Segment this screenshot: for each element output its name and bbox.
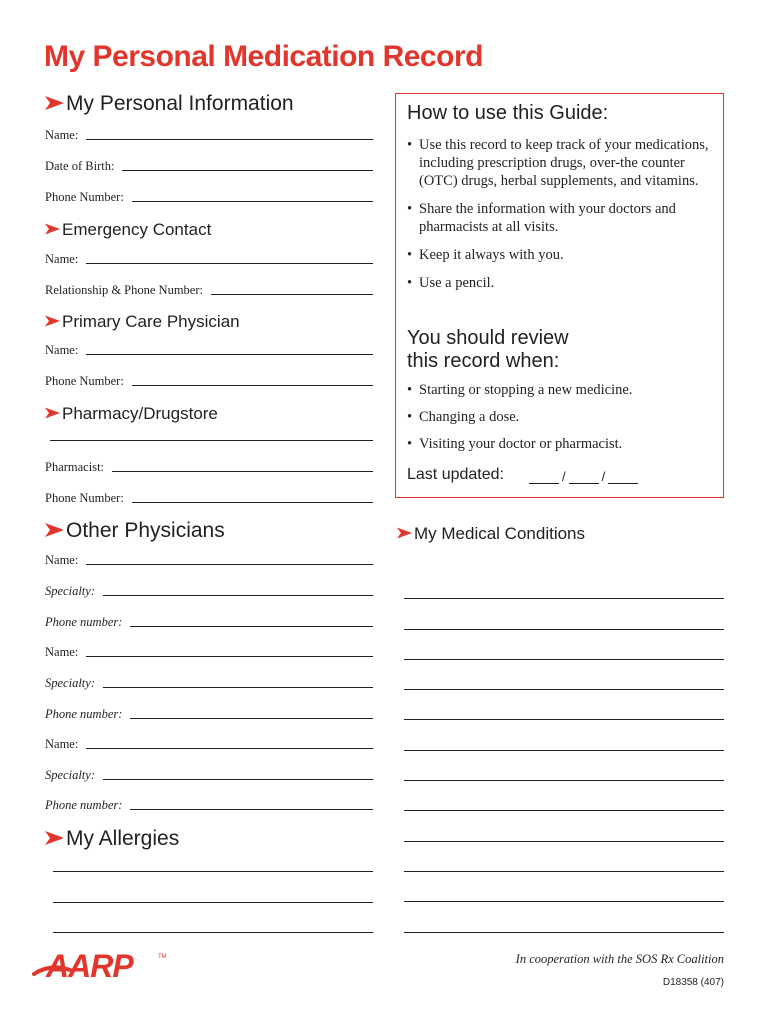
personal-name-field[interactable]: Name: (45, 126, 373, 142)
other-physician-1-phone-field[interactable]: Phone number: (45, 613, 373, 629)
personal-phone-field[interactable]: Phone Number: (45, 188, 373, 204)
date-of-birth-field[interactable]: Date of Birth: (45, 157, 373, 173)
date-day-blank[interactable] (569, 471, 599, 484)
other-physician-1-name-field[interactable]: Name: (45, 551, 373, 567)
condition-line[interactable] (404, 629, 724, 630)
arrowhead-icon (45, 92, 64, 116)
section-heading-emergency-contact: Emergency Contact (45, 220, 211, 240)
allergy-line[interactable] (53, 902, 373, 903)
arrowhead-icon (45, 220, 60, 240)
form-code: D18358 (407) (662, 977, 724, 988)
arrowhead-icon (45, 404, 60, 424)
condition-line[interactable] (404, 598, 724, 599)
svg-text:AARP: AARP (46, 948, 133, 984)
section-heading-medical-conditions: My Medical Conditions (397, 524, 585, 544)
svg-text:TM: TM (158, 954, 167, 960)
other-physician-3-specialty-field[interactable]: Specialty: (45, 766, 373, 782)
page-title: My Personal Medication Record (44, 40, 483, 73)
condition-line[interactable] (404, 901, 724, 902)
condition-line[interactable] (404, 719, 724, 720)
arrowhead-icon (45, 519, 64, 543)
other-physician-1-specialty-field[interactable]: Specialty: (45, 582, 373, 598)
condition-line[interactable] (404, 659, 724, 660)
condition-line[interactable] (404, 689, 724, 690)
date-year-blank[interactable] (608, 471, 638, 484)
section-heading-other-physicians: Other Physicians (45, 519, 225, 543)
review-bullet-list (407, 381, 717, 453)
review-bullet: • Starting or stopping a new medicine. (407, 381, 717, 399)
allergy-line[interactable] (53, 871, 373, 872)
other-physician-2-name-field[interactable]: Name: (45, 643, 373, 659)
arrowhead-icon (45, 827, 64, 851)
allergy-line[interactable] (53, 932, 373, 933)
guide-bullet: • Use this record to keep track of your medications, including prescription drugs, over-the counter (OTC) drugs, herbal supplements, and vitamins. (407, 136, 717, 190)
condition-line[interactable] (404, 780, 724, 781)
review-bullet: • Changing a dose. (407, 408, 717, 426)
review-bullet: • Visiting your doctor or pharmacist. (407, 435, 717, 453)
section-heading-personal-information: My Personal Information (45, 92, 294, 116)
last-updated-label: Last updated: (407, 466, 504, 483)
emergency-name-field[interactable]: Name: (45, 250, 373, 266)
arrowhead-icon (45, 312, 60, 332)
condition-line[interactable] (404, 750, 724, 751)
cooperation-note: In cooperation with the SOS Rx Coalition (515, 952, 724, 966)
other-physician-2-phone-field[interactable]: Phone number: (45, 705, 373, 721)
aarp-logo (32, 944, 172, 989)
guide-bullet-list (407, 136, 717, 292)
guide-bullet: • Share the information with your doctors and pharmacists at all visits. (407, 200, 717, 236)
last-updated-field[interactable]: Last updated: / / (407, 466, 641, 484)
other-physician-3-name-field[interactable]: Name: (45, 735, 373, 751)
condition-line[interactable] (404, 932, 724, 933)
arrowhead-icon (397, 524, 412, 544)
review-heading: You should review this record when: (407, 327, 569, 372)
section-heading-primary-care-physician: Primary Care Physician (45, 312, 240, 332)
emergency-relationship-phone-field[interactable]: Relationship & Phone Number: (45, 281, 373, 297)
condition-line[interactable] (404, 871, 724, 872)
pharmacy-phone-field[interactable]: Phone Number: (45, 489, 373, 505)
other-physician-3-phone-field[interactable]: Phone number: (45, 796, 373, 812)
condition-line[interactable] (404, 810, 724, 811)
condition-line[interactable] (404, 841, 724, 842)
pharmacy-name-line[interactable] (50, 440, 373, 441)
guide-heading: How to use this Guide: (407, 102, 609, 124)
pcp-name-field[interactable]: Name: (45, 341, 373, 357)
pharmacist-field[interactable]: Pharmacist: (45, 458, 373, 474)
pcp-phone-field[interactable]: Phone Number: (45, 372, 373, 388)
guide-bullet: • Use a pencil. (407, 274, 717, 292)
section-heading-pharmacy: Pharmacy/Drugstore (45, 404, 218, 424)
section-heading-allergies: My Allergies (45, 827, 179, 851)
guide-bullet: • Keep it always with you. (407, 246, 717, 264)
date-month-blank[interactable] (529, 471, 559, 484)
other-physician-2-specialty-field[interactable]: Specialty: (45, 674, 373, 690)
